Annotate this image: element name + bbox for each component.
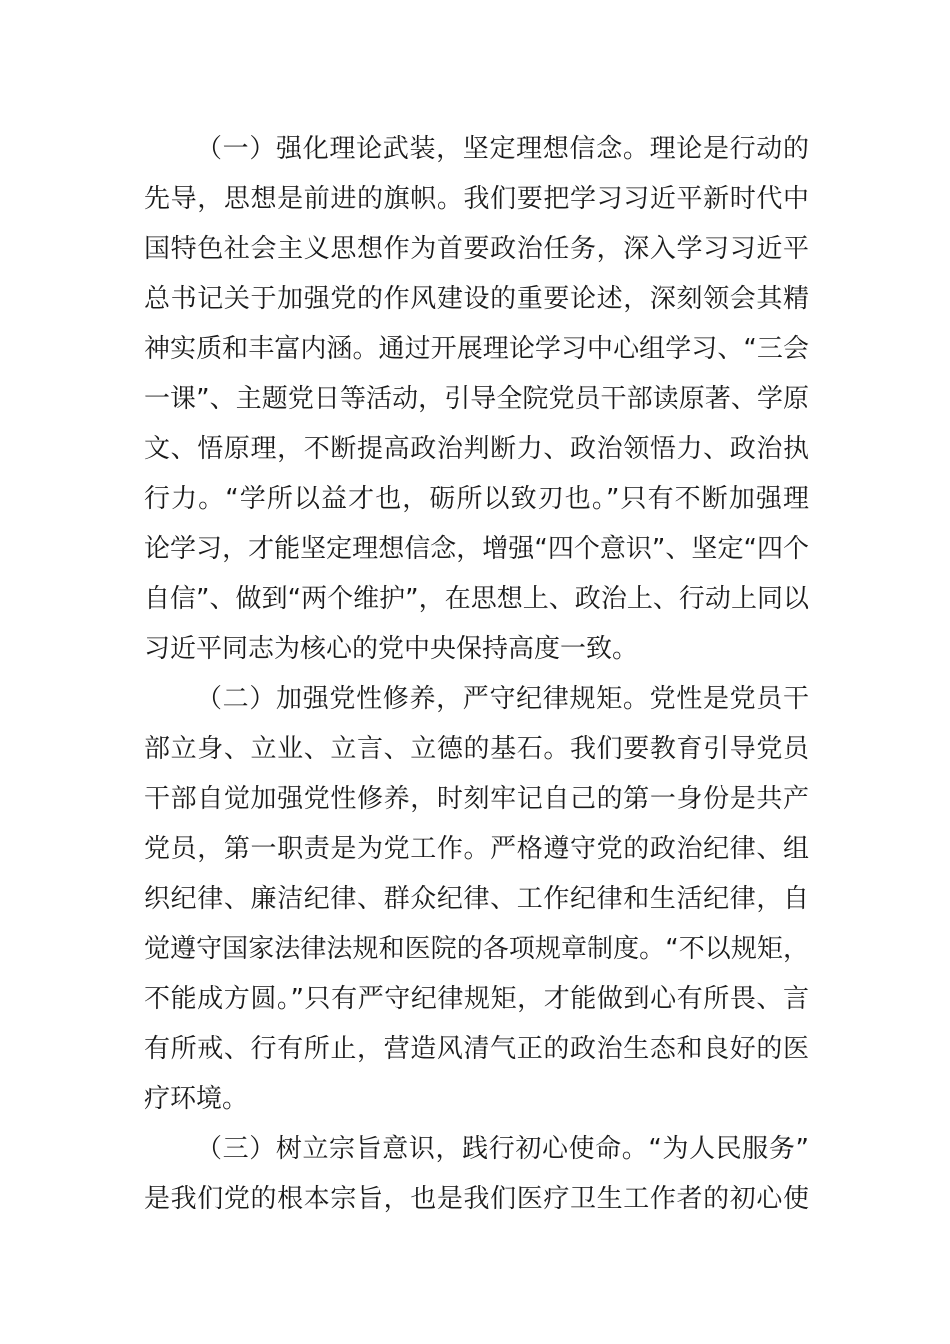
- text-line: 论学习，才能坚定理想信念，增强“四个意识”、坚定“四个: [144, 534, 809, 564]
- document-body: [144, 124, 809, 1224]
- text-line: 干部自觉加强党性修养，时刻牢记自己的第一身份是共产: [144, 784, 809, 814]
- text-line: 文、悟原理，不断提高政治判断力、政治领悟力、政治执: [144, 434, 809, 464]
- text-line: 有所戒、行有所止，营造风清气正的政治生态和良好的医: [144, 1034, 809, 1064]
- text-line: 先导，思想是前进的旗帜。我们要把学习习近平新时代中: [144, 184, 809, 214]
- text-line: 疗环境。: [144, 1084, 249, 1114]
- paragraph-2: [144, 674, 809, 1124]
- text-line: 总书记关于加强党的作风建设的重要论述，深刻领会其精: [144, 284, 809, 314]
- text-line: （二）加强党性修养，严守纪律规矩。党性是党员干: [196, 684, 809, 714]
- text-line: 习近平同志为核心的党中央保持高度一致。: [144, 634, 639, 664]
- text-line: 不能成方圆。”只有严守纪律规矩，才能做到心有所畏、言: [144, 984, 809, 1014]
- text-line: 织纪律、廉洁纪律、群众纪律、工作纪律和生活纪律，自: [144, 884, 809, 914]
- text-line: 是我们党的根本宗旨，也是我们医疗卫生工作者的初心使: [144, 1184, 809, 1214]
- text-line: 神实质和丰富内涵。通过开展理论学习中心组学习、“三会: [144, 334, 809, 364]
- text-line: 自信”、做到“两个维护”，在思想上、政治上、行动上同以: [144, 584, 809, 614]
- text-line: 党员，第一职责是为党工作。严格遵守党的政治纪律、组: [144, 834, 809, 864]
- text-line: 部立身、立业、立言、立德的基石。我们要教育引导党员: [144, 734, 809, 764]
- text-line: 国特色社会主义思想作为首要政治任务，深入学习习近平: [144, 234, 809, 264]
- text-line: 行力。“学所以益才也，砺所以致刃也。”只有不断加强理: [144, 484, 809, 514]
- paragraph-1: [144, 124, 809, 674]
- text-line: （一）强化理论武装，坚定理想信念。理论是行动的: [196, 134, 809, 164]
- text-line: 觉遵守国家法律法规和医院的各项规章制度。“不以规矩，: [144, 934, 809, 964]
- text-line: 一课”、主题党日等活动，引导全院党员干部读原著、学原: [144, 384, 809, 414]
- paragraph-3: [144, 1124, 809, 1224]
- text-line: （三）树立宗旨意识，践行初心使命。“为人民服务”: [196, 1134, 809, 1164]
